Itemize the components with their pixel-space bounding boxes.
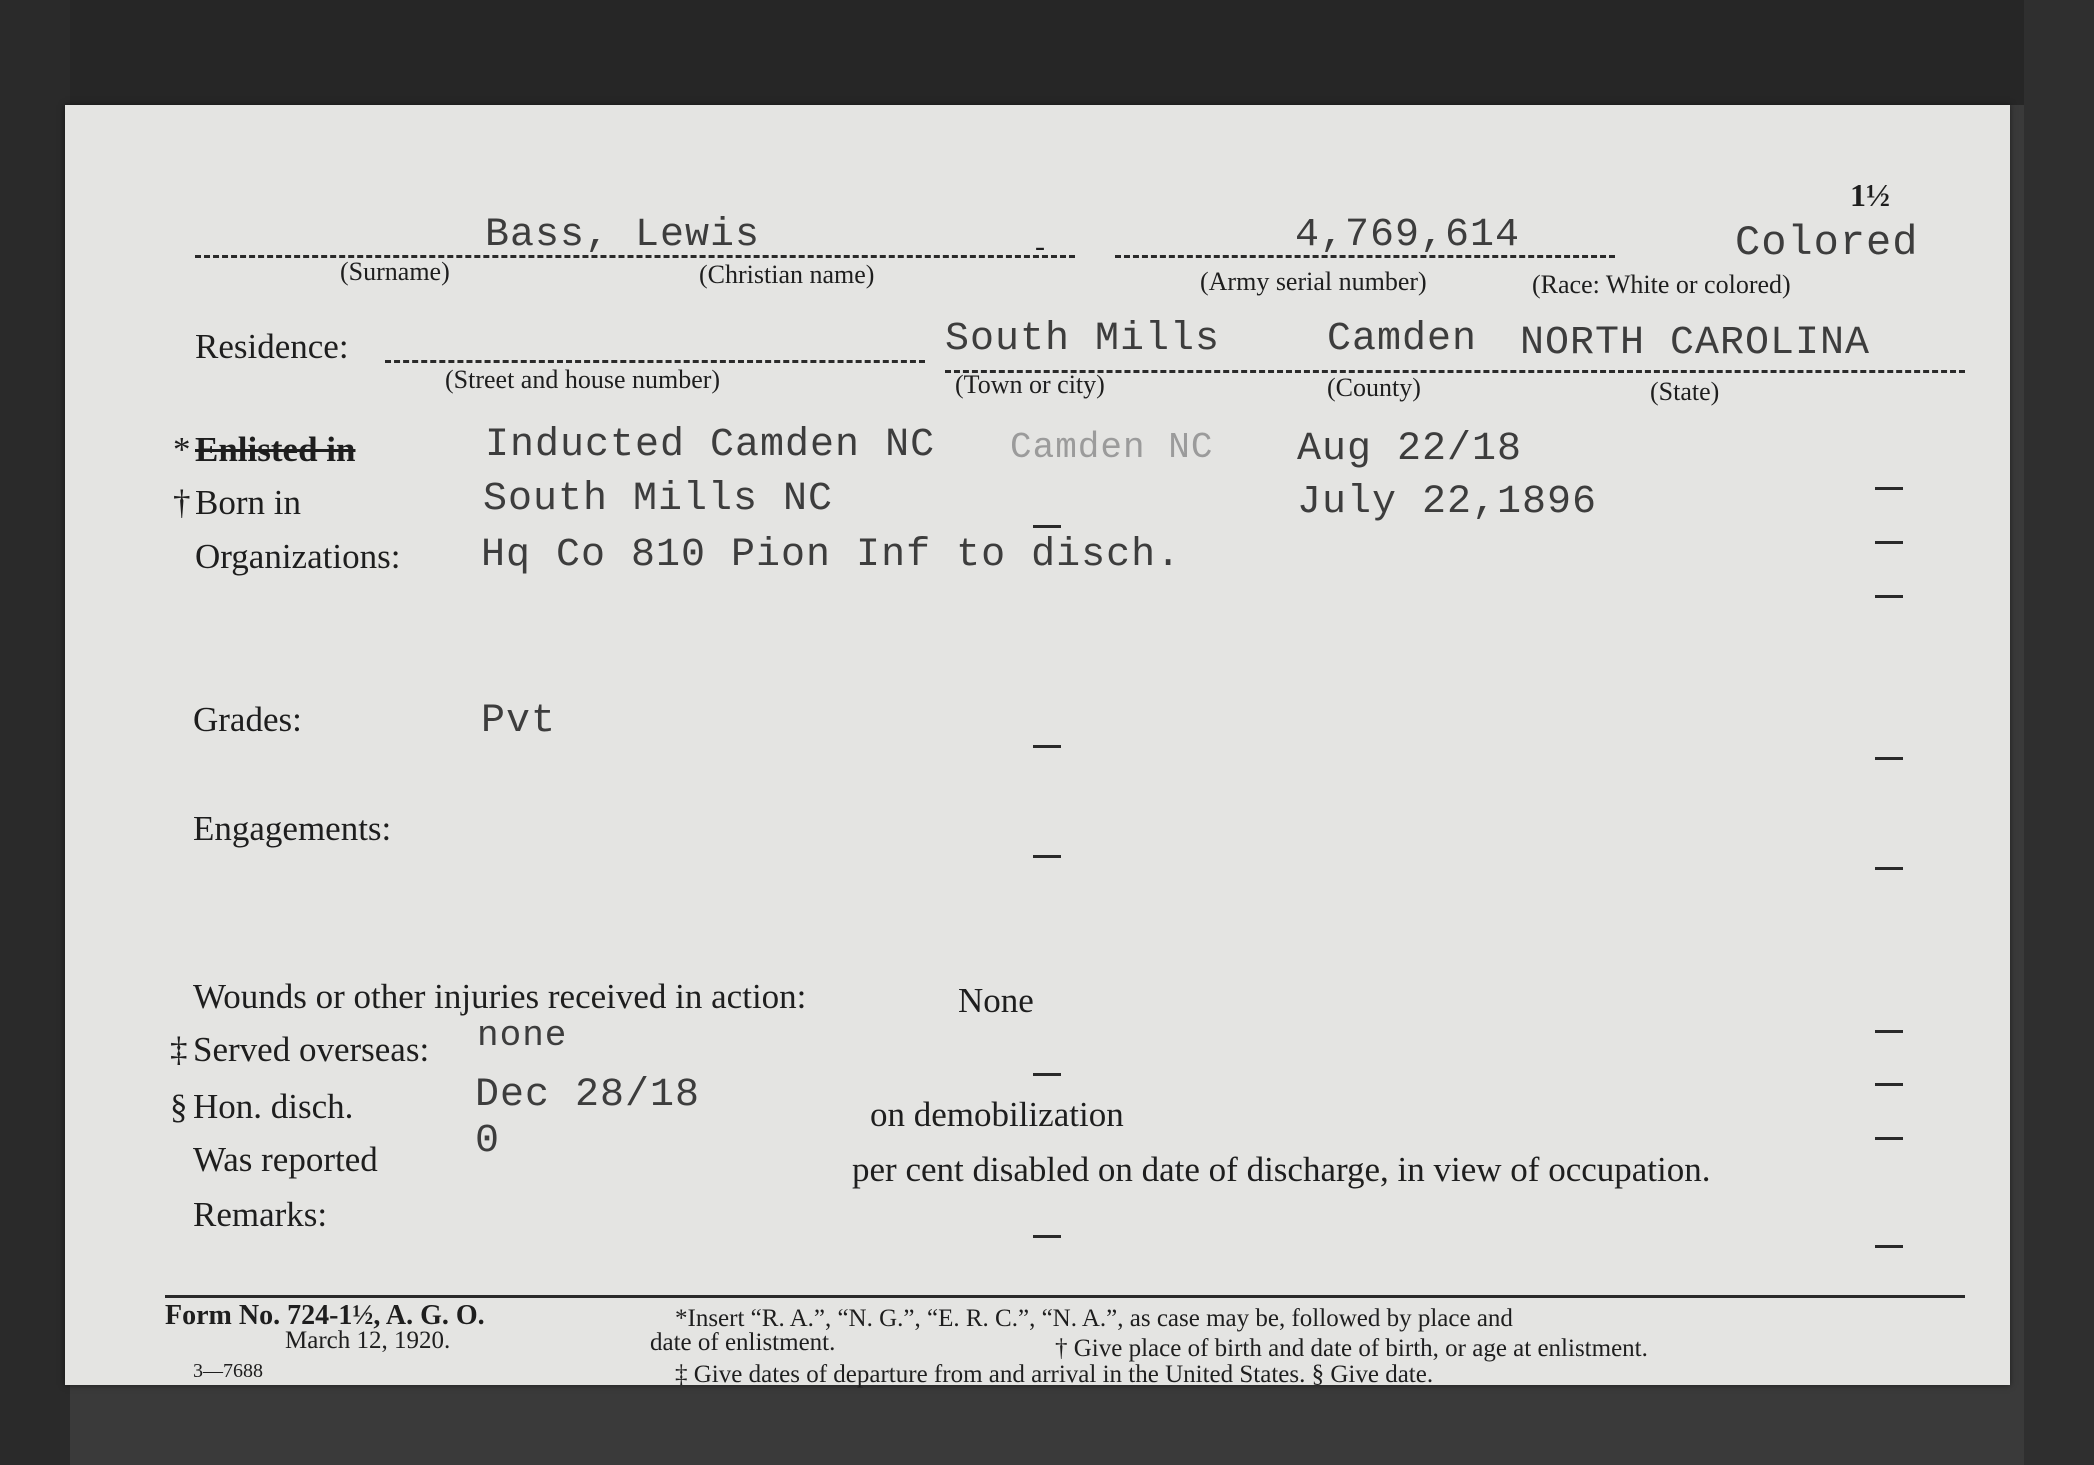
remarks-label: Remarks: [193, 1195, 328, 1234]
scan-background-top [0, 0, 2094, 105]
town-label: (Town or city) [955, 370, 1105, 399]
born-label: Born in [195, 483, 301, 522]
footer-rule [165, 1295, 1965, 1298]
corner-number: 1½ [1850, 177, 1890, 213]
footnote-overseas: ‡ Give dates of departure from and arrival in the United States. § Give date. [675, 1361, 1434, 1388]
enlisted-label: Enlisted in [195, 430, 356, 469]
street-label: (Street and house number) [445, 365, 721, 394]
line-end-mark [1875, 757, 1903, 760]
born-value: South Mills NC [483, 477, 834, 522]
race-value: Colored [1735, 219, 1919, 267]
street-line [385, 360, 925, 363]
residence-label: Residence: [195, 327, 349, 366]
grades-label: Grades: [193, 700, 302, 739]
form-number: Form No. 724-1½, A. G. O. [165, 1300, 485, 1331]
footnote-insert: *Insert “R. A.”, “N. G.”, “E. R. C.”, “N. A.”, as case may be, followed by place and [675, 1305, 1513, 1332]
serial-value: 4,769,614 [1295, 213, 1521, 258]
was-reported-value: 0 [475, 1119, 501, 1164]
line-end-mark [1875, 1137, 1903, 1140]
line-end-mark [1875, 541, 1903, 544]
line-end-mark [1875, 1245, 1903, 1248]
line-end-mark [1875, 487, 1903, 490]
hon-disch-mark: § [170, 1087, 188, 1126]
engagements-label: Engagements: [193, 809, 392, 848]
scan-background-right [2024, 0, 2094, 1465]
race-label: (Race: White or colored) [1532, 270, 1791, 299]
print-code: 3—7688 [193, 1360, 263, 1382]
hon-disch-value: Dec 28/18 [475, 1073, 701, 1118]
organizations-label: Organizations: [195, 537, 401, 576]
was-reported-suffix: per cent disabled on date of discharge, in view of occupation. [852, 1150, 1711, 1189]
footnote-enlistment: date of enlistment. [650, 1329, 836, 1356]
line-end-mark [1033, 525, 1061, 528]
line-end-mark [1875, 867, 1903, 870]
wounds-value: None [958, 981, 1034, 1020]
born-date: July 22,1896 [1297, 480, 1598, 525]
state-label: (State) [1650, 377, 1720, 406]
name-value: Bass, Lewis [485, 213, 761, 258]
overseas-label: Served overseas: [193, 1030, 430, 1069]
line-end-mark [1033, 855, 1061, 858]
serial-label: (Army serial number) [1200, 267, 1427, 296]
was-reported-label: Was reported [193, 1140, 378, 1179]
line-end-mark [1875, 595, 1903, 598]
county-label: (County) [1327, 373, 1421, 402]
overseas-value: none [477, 1015, 568, 1056]
line-end-mark [1033, 1235, 1061, 1238]
service-record-card [65, 105, 2010, 1388]
surname-label: (Surname) [340, 257, 450, 286]
grades-value: Pvt [481, 699, 557, 744]
overseas-mark: ‡ [170, 1030, 188, 1069]
enlisted-ghost-text: Camden NC [1010, 427, 1214, 468]
footnote-birth: † Give place of birth and date of birth, or age at enlistment. [1055, 1335, 1648, 1362]
state-value: NORTH CAROLINA [1520, 321, 1871, 366]
scan-background-left [0, 0, 70, 1465]
county-value: Camden [1327, 317, 1478, 362]
form-date: March 12, 1920. [285, 1327, 451, 1354]
line-end-mark [1875, 1030, 1903, 1033]
town-value: South Mills [945, 317, 1221, 362]
separator-dash: - [1035, 230, 1045, 263]
line-end-mark [1033, 745, 1061, 748]
born-mark: † [173, 483, 191, 522]
christian-name-label: (Christian name) [699, 260, 875, 289]
hon-disch-label: Hon. disch. [193, 1087, 354, 1126]
line-end-mark [1875, 1083, 1903, 1086]
hon-disch-suffix: on demobilization [870, 1095, 1124, 1134]
line-end-mark [1033, 1073, 1061, 1076]
enlisted-date: Aug 22/18 [1297, 427, 1523, 472]
enlisted-star: * [173, 430, 191, 469]
wounds-label: Wounds or other injuries received in action: [193, 977, 807, 1016]
organizations-value: Hq Co 810 Pion Inf to disch. [481, 533, 1182, 578]
enlisted-value: Inducted Camden NC [485, 423, 936, 468]
